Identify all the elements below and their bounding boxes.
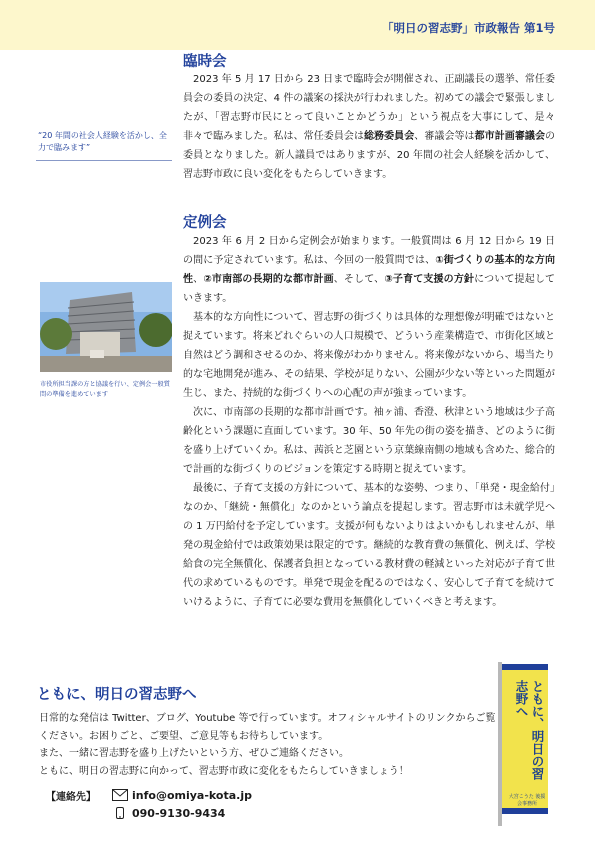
section-title-closing: ともに、明日の習志野へ	[37, 687, 197, 703]
council-name: 都市計画審議会	[474, 131, 546, 142]
section-body-rinjikai	[183, 70, 555, 184]
separator: 、	[193, 274, 204, 285]
paragraph-text: について提起していきます。	[183, 274, 555, 304]
paragraph-text: の委員となりました。新人議員ではありますが、20 年間の社会人経験を活かして、習志野市政に良い変化をもたらしていきます。	[183, 131, 556, 180]
city-hall-illustration	[40, 282, 172, 372]
closing-text	[39, 710, 499, 780]
section-title-teireikai: 定例会	[183, 215, 227, 231]
newsletter-title: 「明日の習志野」市政報告 第1号	[381, 21, 555, 35]
contact-block	[46, 786, 252, 822]
closing-line: また、一緒に習志野を盛り上げたいという方、ぜひご連絡ください。	[39, 748, 349, 759]
paragraph-text: 2023 年 6 月 2 日から定例会が始まります。一般質問は 6 月 12 日から 19 日の間に予定されています。私は、今回の一般質問では、	[183, 236, 555, 266]
paragraph-childcare: 最後に、子育て支援の方針について、基本的な姿勢、つまり、「単発・現金給付」なのか、「継続・無償化」なのかという論点を提起します。習志野市は未就学児への 1 万円給付を予定しています。支援が何もないよりはよいかもしれませんが、単発の現金給付では政策効果は限定的です。継続的な教育費の無償化、例えば、学校給食の完全無償化、保護者負担となっている教材費の軽減といった対応が子育て世代の求めているものです。単発で現金を配るのではなく、安心して子育てを続けていけるように、子育てに必要な費用を無償化していくべきと考えます。	[183, 483, 555, 608]
pledge-quote: “20 年間の社会人経験を活かし、全力で臨みます”	[38, 131, 167, 152]
closing-line: ともに、明日の習志野に向かって、習志野市政に変化をもたらしていきましょう！	[39, 765, 409, 777]
contact-label: 【連絡先】	[46, 791, 96, 803]
topic-1: ①街づくりの基本的な方向性	[183, 255, 556, 285]
paragraph-south-plan: 次に、市南部の長期的な都市計画です。袖ヶ浦、香澄、秋津という地域は少子高齢化という課題に直面しています。30 年、50 年先の街の姿を描き、どのように街を盛り上げていくか。私は、茜浜と芝園という京葉線南側の地域も含めた、総合的で計画的な街づくりのビジョンを策定する時期と捉えています。	[183, 407, 555, 475]
topic-3: ③子育て支援の方針	[384, 274, 475, 285]
paragraph-direction: 基本的な方向性について、習志野の街づくりは具体的な理想像が明確ではないと捉えています。将来どれぐらいの人口規模で、どういう産業構造で、市街化区域と自然はどう調和させるのか、将来像がわかりません。将来像がないから、場当たり的な宅地開発が進み、その結果、学校が足りない、公園が少ない等といった問題が生じ、また、持続的な街づくりへの心配の声が強まっています。	[183, 312, 555, 399]
separator: 、そして、	[333, 274, 385, 285]
paragraph-text: 、審議会等は	[414, 131, 475, 142]
banner-text: ともに、明日の習志野へ	[514, 680, 545, 780]
topic-2: ②市南部の長期的な都市計画	[203, 274, 334, 285]
contact-email[interactable]: info@omiya-kota.jp	[132, 788, 252, 802]
mail-icon	[112, 789, 128, 801]
photo-caption: 市役所担当課の方と協議を行い、定例会一般質問の準備を進めています	[40, 381, 170, 398]
contact-phone[interactable]: 090-9130-9434	[132, 806, 226, 820]
section-title-rinjikai: 臨時会	[183, 54, 227, 70]
phone-icon	[112, 807, 128, 819]
closing-line: 日常的な発信は Twitter、ブログ、Youtube 等で行っています。オフィシャルサイトのリンクからご覧ください。お困りごと、ご要望、ご意見等もお待ちしています。	[39, 713, 496, 742]
section-body-teireikai	[183, 232, 555, 612]
city-hall-photo	[40, 282, 172, 372]
banner-sub: 大宮こうた 後援会事務所	[508, 794, 546, 807]
divider	[36, 160, 172, 161]
paragraph-text: 2023 年 5 月 17 日から 23 日まで臨時会が開催され、正副議長の選挙、常任委員会の委員の決定、4 件の議案の採決が行われました。初めての議会で緊張しましたが、「習志野市民にとって良いことかどうか」という視点を大事にして、是々非々で臨みました。私は、常任委員会は	[183, 74, 555, 142]
committee-name: 総務委員会	[364, 131, 415, 142]
